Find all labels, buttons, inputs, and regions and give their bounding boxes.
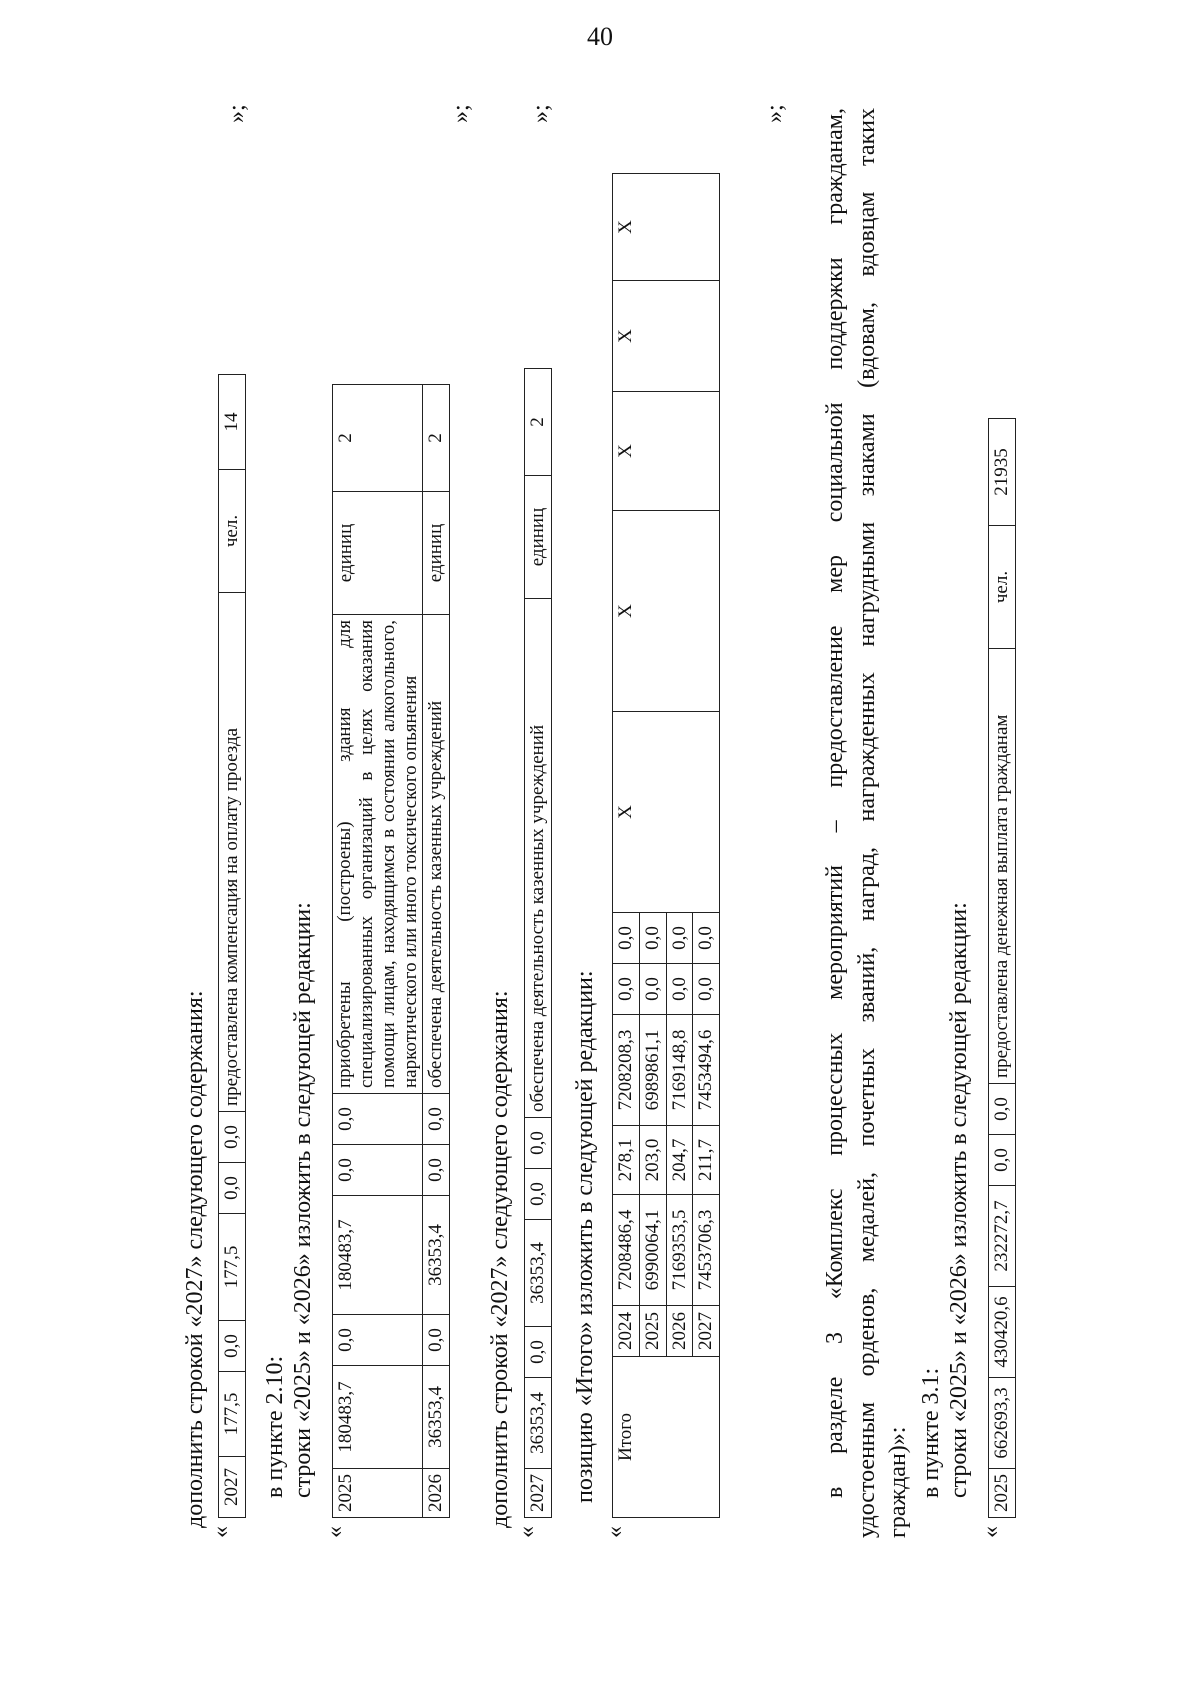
table-cell: 6990064,1 [639, 1195, 666, 1306]
table-cell: 430420,6 [989, 1287, 1016, 1378]
table-cell: 2 [525, 369, 552, 476]
table-row [989, 419, 1016, 1518]
table-cell: 0,0 [666, 964, 693, 1015]
table-cell: 0,0 [989, 1135, 1016, 1186]
table-cell: 0,0 [693, 964, 720, 1015]
section-line: строки «2025» и «2026» изложить в следующей редакции: [290, 902, 316, 1498]
table-cell: 0,0 [525, 1118, 552, 1169]
open-quote: « [514, 1526, 540, 1538]
table-cell: 0,0 [639, 913, 666, 964]
table-cell: чел. [219, 470, 246, 593]
table-cell: 2025 [639, 1306, 666, 1357]
table-cell: приобретены (построены) здания для специализированных организаций в целях оказания помощи лицам, находящимся в состоянии алкогольного, наркотического или иного токсического опьянения [333, 615, 423, 1094]
section-paragraph [820, 108, 915, 1538]
table-row [613, 174, 640, 1518]
table-cell: 203,0 [639, 1126, 666, 1195]
table-cell-x: X [613, 511, 720, 712]
table-cell: 2026 [423, 1469, 450, 1518]
paragraph-line: в разделе 3 «Комплекс процессных мероприятий – предоставление мер социальной поддержки гражданам, [822, 108, 848, 1498]
close-quote: »; [224, 104, 250, 123]
table-cell-x: X [613, 174, 720, 281]
table-cell: 2027 [525, 1469, 552, 1518]
table-cell-label: Итого [613, 1357, 720, 1518]
table-cell: 7453706,3 [693, 1195, 720, 1306]
section-intro: дополнить строкой «2027» следующего содержания: [182, 990, 208, 1528]
table-cell: 0,0 [666, 913, 693, 964]
table-cell: 278,1 [613, 1126, 640, 1195]
table-cell: 2 [333, 385, 423, 492]
table-row [525, 369, 552, 1518]
data-table-s5 [988, 418, 1016, 1518]
table-cell: 7169353,5 [666, 1195, 693, 1306]
section-intro: позицию «Итого» изложить в следующей редакции: [572, 970, 598, 1503]
table-cell: 0,0 [613, 964, 640, 1015]
table-cell: 0,0 [989, 1084, 1016, 1135]
table-cell: 36353,4 [525, 1220, 552, 1327]
table-cell: 2027 [693, 1306, 720, 1357]
table-cell: 177,5 [219, 1214, 246, 1321]
table-row [423, 385, 450, 1518]
table-cell: 177,5 [219, 1372, 246, 1457]
table-cell: 0,0 [333, 1145, 423, 1196]
table-cell: обеспечена деятельность казенных учреждений [423, 615, 450, 1094]
table-cell-x: X [613, 281, 720, 392]
table-cell-x: X [613, 392, 720, 511]
table-cell: 0,0 [423, 1145, 450, 1196]
table-cell: 0,0 [525, 1169, 552, 1220]
table-cell: 0,0 [333, 1315, 423, 1366]
table-cell: 2026 [666, 1306, 693, 1357]
table-cell: 0,0 [639, 964, 666, 1015]
table-cell: 2025 [989, 1469, 1016, 1518]
table-cell: 180483,7 [333, 1196, 423, 1315]
table-cell: 0,0 [525, 1327, 552, 1378]
table-cell: 0,0 [423, 1094, 450, 1145]
table-cell: 2025 [333, 1469, 423, 1518]
table-cell: чел. [989, 526, 1016, 649]
table-cell: единиц [333, 492, 423, 615]
close-quote: »; [762, 104, 788, 123]
table-cell: 0,0 [613, 913, 640, 964]
open-quote: « [208, 1526, 234, 1538]
table-cell: 0,0 [693, 913, 720, 964]
table-cell: 211,7 [693, 1126, 720, 1195]
page-number: 40 [587, 22, 613, 51]
table-cell: 0,0 [219, 1321, 246, 1372]
table-cell: 7208486,4 [613, 1195, 640, 1306]
table-cell: 7208208,3 [613, 1015, 640, 1126]
table-cell: 36353,4 [423, 1196, 450, 1315]
table-cell: 0,0 [333, 1094, 423, 1145]
table-cell: 662693,3 [989, 1378, 1016, 1469]
table-cell: 0,0 [219, 1163, 246, 1214]
table-cell: 7453494,6 [693, 1015, 720, 1126]
open-quote: « [322, 1526, 348, 1538]
section-line: в пункте 3.1: [918, 1367, 944, 1498]
open-quote: « [602, 1526, 628, 1538]
paragraph-line: удостоенным орденов, медалей, почетных званий, наград, награжденных нагрудными знаками (вдовам, вдовцам таких [853, 108, 880, 1538]
close-quote: »; [448, 104, 474, 123]
table-cell: единиц [423, 492, 450, 615]
table-cell: 2027 [219, 1457, 246, 1518]
table-cell: 6989861,1 [639, 1015, 666, 1126]
table-cell: 7169148,8 [666, 1015, 693, 1126]
paragraph-line: граждан)»: [885, 1426, 912, 1538]
table-cell: 0,0 [219, 1112, 246, 1163]
table-cell: 2024 [613, 1306, 640, 1357]
section-line: в пункте 2.10: [262, 1355, 288, 1498]
table-cell: предоставлена денежная выплата гражданам [989, 649, 1016, 1084]
table-cell: 21935 [989, 419, 1016, 526]
table-cell: 2 [423, 385, 450, 492]
table-cell: 36353,4 [423, 1366, 450, 1469]
table-cell: 14 [219, 375, 246, 470]
section-line: строки «2025» и «2026» изложить в следующей редакции: [946, 902, 972, 1498]
rotated-page-content [160, 68, 1120, 1628]
table-cell: обеспечена деятельность казенных учреждений [525, 599, 552, 1118]
table-row [219, 375, 246, 1518]
table-cell: 0,0 [423, 1315, 450, 1366]
data-table-s2 [332, 384, 450, 1518]
table-cell: 36353,4 [525, 1378, 552, 1469]
table-cell: 180483,7 [333, 1366, 423, 1469]
table-cell: единиц [525, 476, 552, 599]
table-row [333, 385, 423, 1518]
close-quote: »; [528, 104, 554, 123]
open-quote: « [978, 1526, 1004, 1538]
section-intro: дополнить строкой «2027» следующего содержания: [487, 990, 513, 1528]
data-table-s4 [612, 173, 720, 1518]
table-cell: предоставлена компенсация на оплату проезда [219, 593, 246, 1112]
table-cell: 204,7 [666, 1126, 693, 1195]
data-table-s3 [524, 368, 552, 1518]
table-cell-x: X [613, 712, 720, 913]
data-table-s1 [218, 374, 246, 1518]
table-cell: 232272,7 [989, 1186, 1016, 1287]
